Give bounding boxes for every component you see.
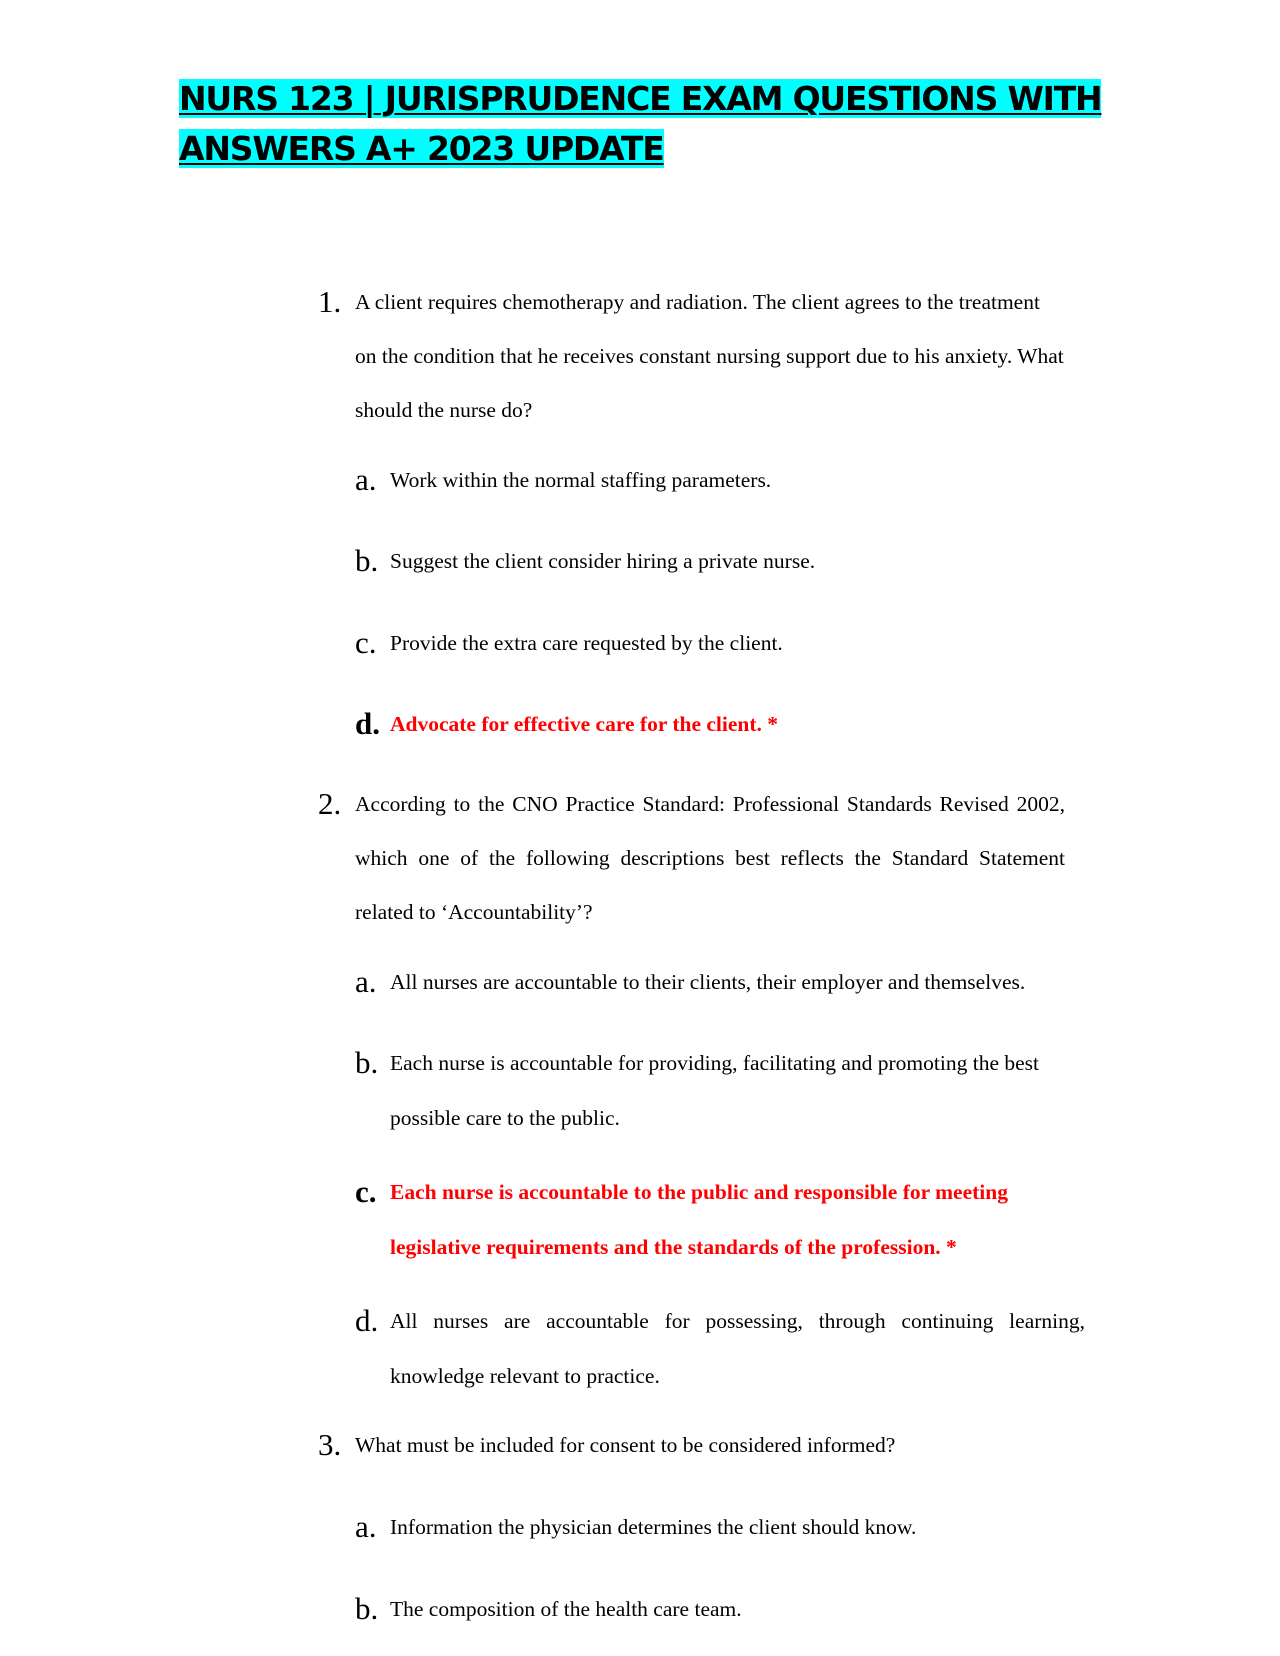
- question-number: 1.: [318, 284, 342, 319]
- option-letter: b.: [355, 1591, 379, 1626]
- option-text: All nurses are accountable to their clients, their employer and themselves.: [390, 970, 1026, 994]
- option-text: Information the physician determines the client should know.: [390, 1515, 917, 1539]
- question-text: A client requires chemotherapy and radiation. The client agrees to the treatment on the condition that he receives constant nursing support due to his anxiety. What should the nurse do?: [355, 290, 1064, 422]
- option-letter: d.: [355, 1303, 379, 1338]
- option-letter: c.: [355, 625, 377, 660]
- title-line-2: ANSWERS A+ 2023 UPDATE: [179, 129, 664, 168]
- option-text: Each nurse is accountable to the public and responsible for meeting legislative requirements and the standards of the profession. *: [390, 1180, 1008, 1259]
- title-line-1: NURS 123 | JURISPRUDENCE EXAM QUESTIONS WITH: [179, 79, 1102, 118]
- option-text: Advocate for effective care for the client. *: [390, 712, 779, 736]
- option-letter: b.: [355, 543, 379, 578]
- option-text: All nurses are accountable for possessing, through continuing learning, knowledge relevant to practice.: [390, 1309, 1085, 1388]
- option-letter: a.: [355, 964, 377, 999]
- question-number: 2.: [318, 786, 342, 821]
- option-text: The composition of the health care team.: [390, 1597, 742, 1621]
- option-text: Suggest the client consider hiring a private nurse.: [390, 549, 816, 573]
- question-text: What must be included for consent to be considered informed?: [355, 1433, 896, 1457]
- option-text: Work within the normal staffing parameters.: [390, 468, 772, 492]
- option-text: Provide the extra care requested by the client.: [390, 631, 783, 655]
- option-letter: b.: [355, 1045, 379, 1080]
- question-text: According to the CNO Practice Standard: Professional Standards Revised 2002, which one of the following descriptions best reflects the Standard Statement related to ‘Accountability’?: [355, 792, 1065, 924]
- option-text: Each nurse is accountable for providing, facilitating and promoting the best possible care to the public.: [390, 1051, 1039, 1130]
- option-letter: a.: [355, 462, 377, 497]
- option-letter: c.: [355, 1174, 377, 1209]
- option-letter: d.: [355, 706, 380, 741]
- option-letter: a.: [355, 1509, 377, 1544]
- document-title: [179, 74, 1119, 174]
- question-number: 3.: [318, 1427, 342, 1462]
